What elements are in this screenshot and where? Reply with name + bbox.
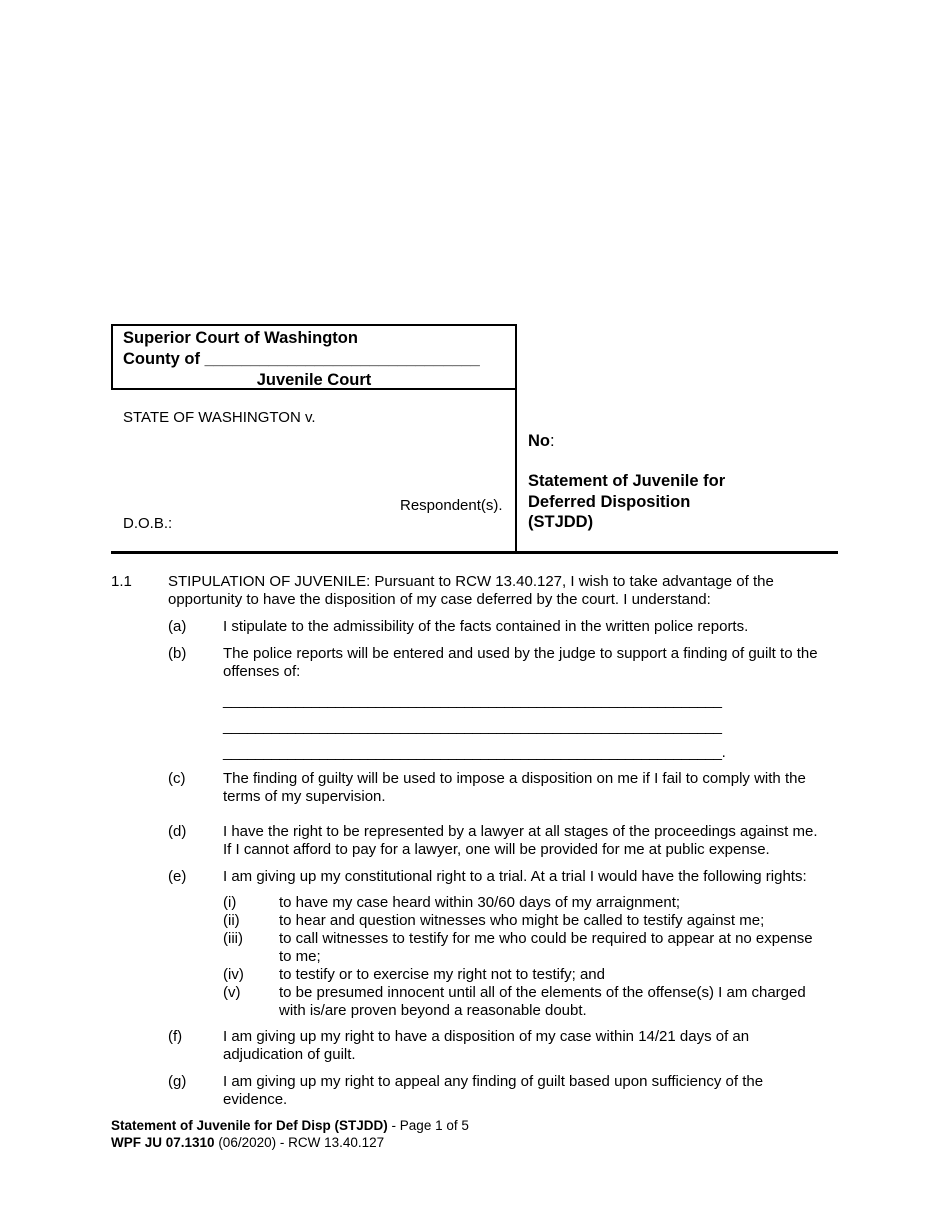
case-number-label: No [528, 432, 550, 450]
right-v-line-2: with is/are proven beyond a reasonable doubt. [279, 1002, 587, 1019]
right-label-i: (i) [223, 894, 237, 911]
item-d-line-1: I have the right to be represented by a lawyer at all stages of the proceedings against me. [223, 823, 818, 840]
item-d-line-2: If I cannot afford to pay for a lawyer, one will be provided for me at public expense. [223, 841, 770, 858]
right-label-iii: (iii) [223, 930, 243, 947]
footer-form-id: WPF JU 07.1310 [111, 1135, 215, 1150]
item-text-g [223, 1073, 838, 1109]
right-label-v: (v) [223, 984, 241, 1001]
footer-form-revision: (06/2020) - RCW 13.40.127 [214, 1135, 385, 1150]
offense-blank-line-2[interactable]: ______________________________________________________________ [223, 718, 722, 735]
section-number: 1.1 [111, 573, 132, 590]
item-text-c [223, 770, 838, 806]
item-text-f [223, 1028, 838, 1064]
item-label-b: (b) [168, 645, 187, 662]
item-c-line-1: The finding of guilty will be used to impose a disposition on me if I fail to comply with the [223, 770, 806, 787]
right-iii-line-1: to call witnesses to testify for me who could be required to appear at no expense [279, 930, 813, 947]
item-b-line-1: The police reports will be entered and used by the judge to support a finding of guilt to the [223, 645, 818, 662]
caption-vertical-divider [515, 324, 517, 552]
right-text-ii [279, 912, 839, 930]
right-ii-line-1: to hear and question witnesses who might be called to testify against me; [279, 912, 765, 929]
item-g-line-2: evidence. [223, 1091, 288, 1108]
item-label-f: (f) [168, 1028, 183, 1045]
item-text-a [223, 618, 838, 636]
court-header-box [111, 324, 517, 390]
section-intro-line-2: opportunity to have the disposition of my case deferred by the court. I understand: [168, 591, 711, 608]
title-line-2: Deferred Disposition [528, 492, 691, 511]
parties-label: STATE OF WASHINGTON v. [123, 409, 316, 426]
right-iii-line-2: to me; [279, 948, 321, 965]
item-e-line-1: I am giving up my constitutional right to a trial. At a trial I would have the following rights: [223, 868, 807, 885]
right-text-iv [279, 966, 839, 984]
footer-form-title: Statement of Juvenile for Def Disp (STJDD) [111, 1118, 388, 1133]
title-line-1: Statement of Juvenile for [528, 472, 726, 490]
item-g-line-1: I am giving up my right to appeal any finding of guilt based upon sufficiency of the [223, 1073, 764, 1090]
item-text-e [223, 868, 838, 886]
document-title [528, 471, 828, 533]
right-label-iv: (iv) [223, 966, 244, 983]
caption-bottom-rule [111, 551, 838, 554]
item-label-d: (d) [168, 823, 187, 840]
footer-page-number: - Page 1 of 5 [387, 1118, 469, 1133]
item-text-d [223, 823, 838, 859]
right-text-iii [279, 930, 839, 966]
dob-label: D.O.B.: [123, 515, 173, 532]
right-v-line-1: to be presumed innocent until all of the elements of the offense(s) I am charged [279, 984, 806, 1001]
right-iv-line-1: to testify or to exercise my right not to testify; and [279, 966, 605, 983]
item-label-g: (g) [168, 1073, 187, 1090]
right-label-ii: (ii) [223, 912, 240, 929]
item-f-line-2: adjudication of guilt. [223, 1046, 356, 1063]
court-name: Superior Court of Washington [123, 329, 358, 347]
respondent-label: Respondent(s). [400, 497, 503, 514]
section-intro-line-1: STIPULATION OF JUVENILE: Pursuant to RCW 13.40.127, I wish to take advantage of the [168, 573, 774, 590]
item-a-line-1: I stipulate to the admissibility of the facts contained in the written police reports. [223, 618, 749, 635]
right-i-line-1: to have my case heard within 30/60 days of my arraignment; [279, 894, 681, 911]
section-intro [168, 573, 848, 609]
item-label-c: (c) [168, 770, 186, 787]
right-text-i [279, 894, 839, 912]
footer-line-1 [111, 1117, 469, 1134]
page-footer [111, 1117, 469, 1151]
title-line-3: (STJDD) [528, 513, 594, 531]
footer-line-2 [111, 1134, 469, 1151]
offense-blank-line-1[interactable]: ______________________________________________________________ [223, 692, 722, 709]
item-f-line-1: I am giving up my right to have a disposition of my case within 14/21 days of an [223, 1028, 750, 1045]
case-number-colon: : [550, 432, 555, 450]
case-number-field [528, 432, 555, 450]
item-label-e: (e) [168, 868, 187, 885]
right-text-v [279, 984, 839, 1020]
offense-blank-line-3[interactable]: ______________________________________________________________. [223, 744, 726, 761]
county-line: County of ______________________________ [123, 350, 480, 368]
item-c-line-2: terms of my supervision. [223, 788, 386, 805]
item-b-line-2: offenses of: [223, 663, 301, 680]
item-label-a: (a) [168, 618, 187, 635]
item-text-b [223, 645, 838, 681]
juvenile-court-label: Juvenile Court [256, 371, 372, 389]
